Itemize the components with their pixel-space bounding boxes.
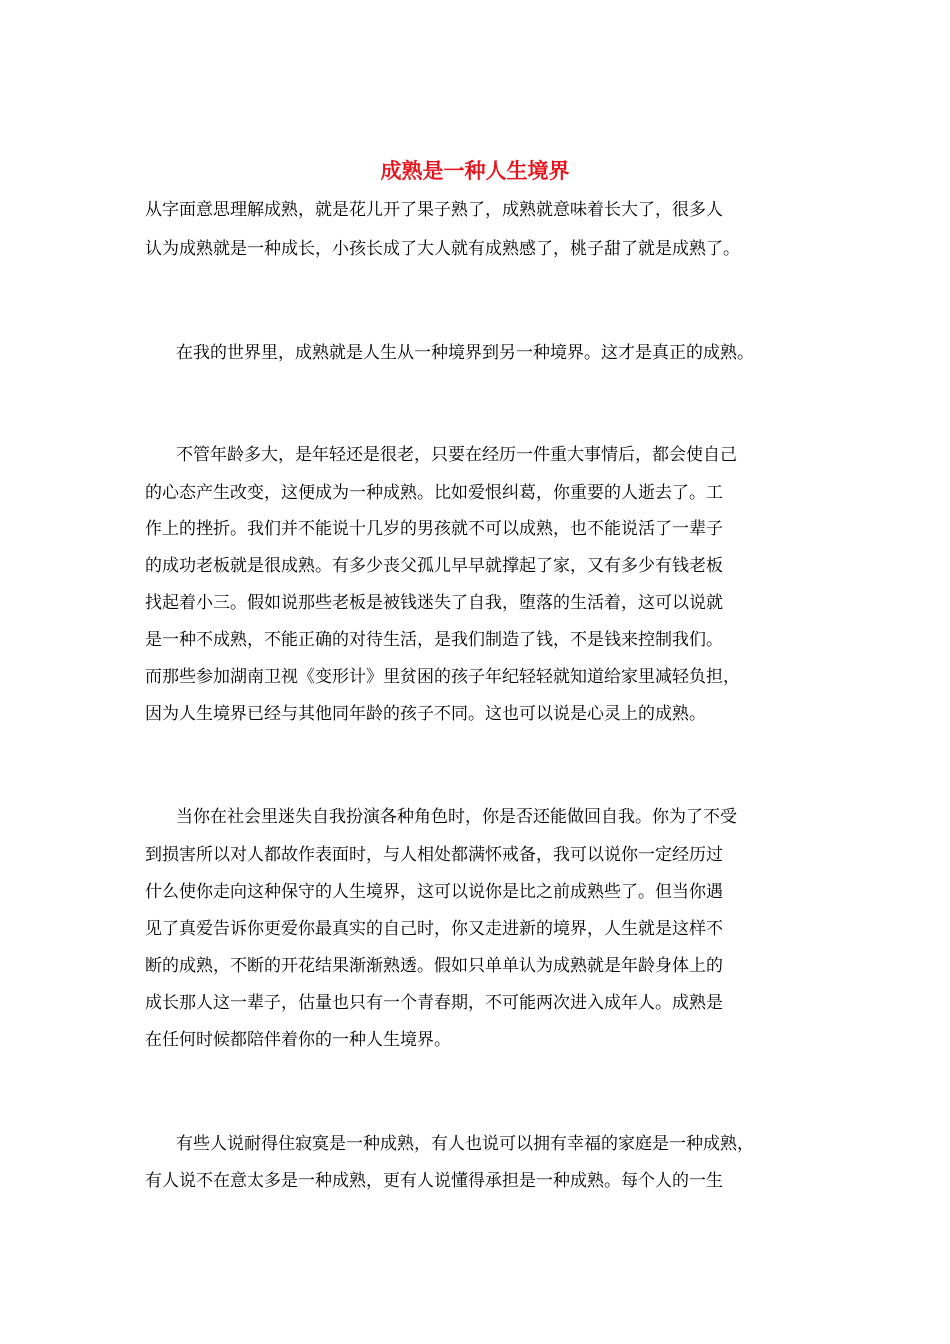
paragraph-4-line-4: 见了真爱告诉你更爱你最真实的自己时，你又走进新的境界，人生就是这样不 bbox=[145, 919, 723, 939]
paragraph-4-line-5: 断的成熟，不断的开花结果渐渐熟透。假如只单单认为成熟就是年龄身体上的 bbox=[145, 956, 723, 976]
paragraph-3-line-7: 而那些参加湖南卫视《变形计》里贫困的孩子年纪轻轻就知道给家里减轻负担， bbox=[145, 667, 740, 687]
paragraph-2-line-1: 在我的世界里，成熟就是人生从一种境界到另一种境界。这才是真正的成熟。 bbox=[176, 343, 754, 363]
paragraph-5-line-2: 有人说不在意太多是一种成熟，更有人说懂得承担是一种成熟。每个人的一生 bbox=[145, 1171, 723, 1191]
paragraph-3-line-8: 因为人生境界已经与其他同年龄的孩子不同。这也可以说是心灵上的成熟。 bbox=[145, 704, 706, 724]
paragraph-1-line-1: 从字面意思理解成熟，就是花儿开了果子熟了，成熟就意味着长大了，很多人 bbox=[145, 200, 723, 220]
paragraph-3-line-1: 不管年龄多大，是年轻还是很老，只要在经历一件重大事情后，都会使自己 bbox=[176, 445, 737, 465]
paragraph-4-line-2: 到损害所以对人都故作表面时，与人相处都满怀戒备，我可以说你一定经历过 bbox=[145, 845, 723, 865]
document-title: 成熟是一种人生境界 bbox=[380, 158, 570, 183]
paragraph-3-line-5: 找起着小三。假如说那些老板是被钱迷失了自我，堕落的生活着，这可以说就 bbox=[145, 593, 723, 613]
paragraph-5-line-1: 有些人说耐得住寂寞是一种成熟，有人也说可以拥有幸福的家庭是一种成熟， bbox=[176, 1134, 754, 1154]
paragraph-4-line-1: 当你在社会里迷失自我扮演各种角色时，你是否还能做回自我。你为了不受 bbox=[176, 807, 737, 827]
paragraph-4-line-3: 什么使你走向这种保守的人生境界，这可以说你是比之前成熟些了。但当你遇 bbox=[145, 882, 723, 902]
paragraph-4-line-7: 在任何时候都陪伴着你的一种人生境界。 bbox=[145, 1030, 451, 1050]
paragraph-3-line-3: 作上的挫折。我们并不能说十几岁的男孩就不可以成熟，也不能说活了一辈子 bbox=[145, 519, 723, 539]
paragraph-3-line-2: 的心态产生改变，这便成为一种成熟。比如爱恨纠葛，你重要的人逝去了。工 bbox=[145, 483, 723, 503]
paragraph-1-line-2: 认为成熟就是一种成长，小孩长成了大人就有成熟感了，桃子甜了就是成熟了。 bbox=[145, 239, 740, 259]
paragraph-3-line-6: 是一种不成熟，不能正确的对待生活，是我们制造了钱，不是钱来控制我们。 bbox=[145, 630, 723, 650]
paragraph-4-line-6: 成长那人这一辈子，估量也只有一个青春期，不可能两次进入成年人。成熟是 bbox=[145, 993, 723, 1013]
paragraph-3-line-4: 的成功老板就是很成熟。有多少丧父孤儿早早就撑起了家，又有多少有钱老板 bbox=[145, 556, 723, 576]
